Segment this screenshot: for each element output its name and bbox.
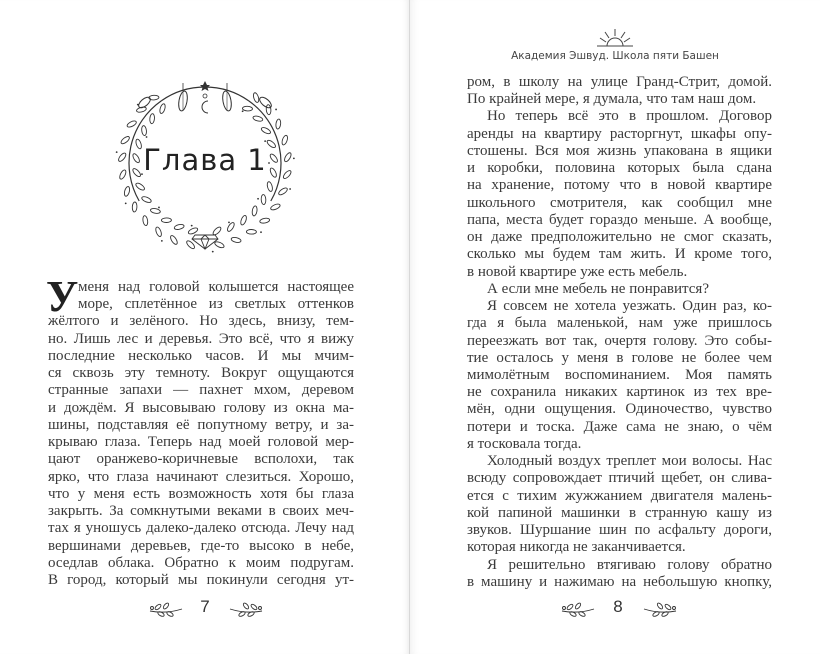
diamond-icon: [192, 235, 218, 249]
leaf-icon: [161, 218, 171, 223]
text-line: переезжать вот так, очертя голову. Это собы-: [467, 332, 772, 349]
dot: [158, 207, 160, 209]
text-line: ярко, что глаза начинают слезиться. Хорошо,: [48, 468, 354, 485]
rising-sun-icon: [595, 28, 635, 48]
leaf-icon: [252, 115, 263, 122]
leaf-icon: [260, 126, 271, 135]
chapter-title: Глава 1: [143, 143, 267, 177]
leaf-sprig-icon: [148, 601, 184, 617]
body-text-right: [467, 74, 772, 591]
text-line: аренды на квартиру расторгнут, шкафы опу-: [467, 125, 772, 142]
leaf-icon: [150, 208, 161, 214]
text-line: не сохранила никаких картинок из тех вре-: [467, 384, 772, 401]
text-line: мимолётным воспоминанием. Моя память: [467, 366, 772, 383]
text-line: Я совсем не хотела уезжать. Один раз, ко-: [487, 298, 772, 315]
leaf-icon: [149, 113, 154, 123]
leaf-icon: [159, 103, 166, 114]
text-line: в машину и нажимаю на небольшую кнопку,: [467, 573, 772, 590]
leaf-icon: [214, 241, 225, 249]
leaf-sprig-icon: [642, 601, 678, 617]
text-line: всюду сопровождает птичий щебет, он слива-: [467, 470, 772, 487]
text-line: сколько мы будем там жить. И кроме того,: [467, 246, 772, 263]
leaf-icon: [141, 195, 152, 203]
text-line: стошены. Вся моя жизнь упакована в ящики: [467, 142, 772, 159]
dot: [264, 140, 266, 142]
leaf-icon: [169, 235, 178, 246]
drop-cap: У: [46, 272, 79, 321]
text-line: последние несколько часов. И мы мчим-: [48, 347, 354, 364]
leaf-icon: [261, 194, 266, 204]
text-line: школьного смотрителя, как сообщил мне: [467, 194, 772, 211]
text-line: крываю глаза. Теперь над моей головой мер-: [48, 434, 354, 451]
leaf-icon: [132, 202, 137, 212]
page-number-right: 8: [613, 597, 623, 616]
leaf-icon: [242, 106, 252, 111]
dot: [146, 136, 148, 138]
leaf-icon: [142, 215, 148, 226]
leaf-icon: [136, 106, 147, 113]
leaf-icon: [141, 125, 147, 135]
leaf-icon: [137, 95, 152, 109]
leaf-icon: [259, 217, 270, 223]
text-line: странные запахи — пахнет мхом, деревом: [48, 382, 354, 399]
text-line: и коробки, половина которых была сдана: [467, 160, 772, 177]
leaf-icon: [266, 104, 271, 114]
text-line: закрыть. За сомкнутыми веками в своих меч-: [48, 503, 354, 520]
leaf-icon: [258, 95, 273, 109]
text-line: По крайней мере, я думала, что там наш дом.: [467, 91, 757, 108]
text-line: цают оранжево-коричневые всполохи, так: [48, 451, 354, 468]
leaf-icon: [226, 222, 235, 233]
text-line: мён, одни ощущения. Одиночество, чувство: [467, 401, 772, 418]
text-line: и дождём. Я высовываю голову из окна ма-: [48, 399, 354, 416]
text-line: ется с тихим жужжанием двигателя малень-: [467, 487, 772, 504]
text-line: на хранение, потому что в новой квартире: [467, 177, 772, 194]
text-line: звуков. Шуршание шин по асфальту дороги,: [467, 522, 772, 539]
leaf-icon: [275, 119, 281, 129]
text-line: он даже предположительно не смог сказать,: [467, 229, 772, 246]
text-line: В город, который мы покинули сегодня ут-: [48, 571, 354, 588]
text-line: тах я уношусь далеко-далеко отсюда. Лечу над: [48, 520, 354, 537]
text-line: папа, места будет гораздо меньше. А вообще,: [467, 211, 772, 228]
text-line: тие осталось у меня в голове не более чем: [467, 349, 772, 366]
leaf-icon: [123, 186, 130, 197]
leaf-icon: [155, 226, 163, 237]
text-line: но. Лишь лес и деревья. Это всё, что я вижу: [48, 330, 354, 347]
text-line: Я решительно втягиваю голову обратно: [487, 556, 772, 573]
text-line: которая никогда не заканчивается.: [467, 539, 686, 556]
text-line: море, сплетённое из светлых оттенков: [78, 296, 354, 313]
chapter-wreath-ornament: [0, 0, 410, 260]
text-line: А если мне мебель не понравится?: [487, 280, 709, 297]
text-line: кой папиной машинки в странную кашу из: [467, 504, 772, 521]
text-line: жёлтого и зелёного. Но здесь, внизу, тем-: [48, 313, 354, 330]
right-page: [410, 0, 820, 654]
dot: [257, 198, 259, 200]
text-line: в новой квартире уже есть мебель.: [467, 263, 688, 280]
dot: [242, 110, 244, 112]
text-line: вершинами деревьев, где-то высоко в небе,: [48, 537, 354, 554]
dot: [260, 231, 262, 233]
text-line: что у меня есть возможность хотя бы глаза: [48, 485, 354, 502]
moon-icon: [202, 101, 208, 113]
text-line: меня над головой колышется настоящее: [78, 279, 354, 295]
text-line: оседлав облака. Обратно к моим подругам.: [48, 554, 354, 571]
leaf-sprig-icon: [560, 601, 596, 617]
leaf-icon: [174, 224, 185, 231]
leaf-icon: [188, 227, 199, 235]
dot: [212, 251, 214, 253]
running-head: Академия Эшвуд. Школа пяти Башен: [511, 50, 719, 62]
text-line: потери и тоска. Даже сама не знаю, о чём: [467, 418, 772, 435]
leaf-icon: [252, 92, 259, 103]
dot: [161, 240, 163, 242]
leaf-icon: [270, 203, 281, 211]
body-text-left: [46, 272, 354, 589]
leaf-icon: [246, 229, 256, 234]
text-line: гда я была маленькой, нам уже пришлось: [467, 315, 772, 332]
dot: [275, 109, 277, 111]
star-icon: [200, 81, 210, 91]
text-line: шины, подставляя её попутному ветру, и за-: [48, 416, 354, 433]
leaf-icon: [278, 187, 289, 197]
dot: [125, 203, 127, 205]
leaf-icon: [266, 181, 273, 192]
dot: [228, 221, 230, 223]
leaf-icon: [240, 215, 248, 226]
text-line: Но теперь всё это в прошлом. Договор: [487, 108, 772, 125]
text-line: ся сквозь эту темноту. Вокруг ощущаются: [48, 365, 354, 382]
text-line: я тосковала тогда.: [467, 435, 582, 452]
dot: [191, 225, 193, 227]
leaf-icon: [231, 237, 242, 244]
leaf-icon: [135, 182, 146, 192]
text-line: ром, в школу на улице Гранд-Стрит, домой.: [467, 74, 772, 90]
leaf-icon: [252, 206, 258, 217]
text-line: Холодный воздух треплет мои волосы. Нас: [487, 453, 772, 470]
page-number-left: 7: [200, 597, 210, 616]
leaf-sprig-icon: [228, 601, 264, 617]
leaf-icon: [126, 120, 137, 129]
dot: [289, 188, 291, 190]
